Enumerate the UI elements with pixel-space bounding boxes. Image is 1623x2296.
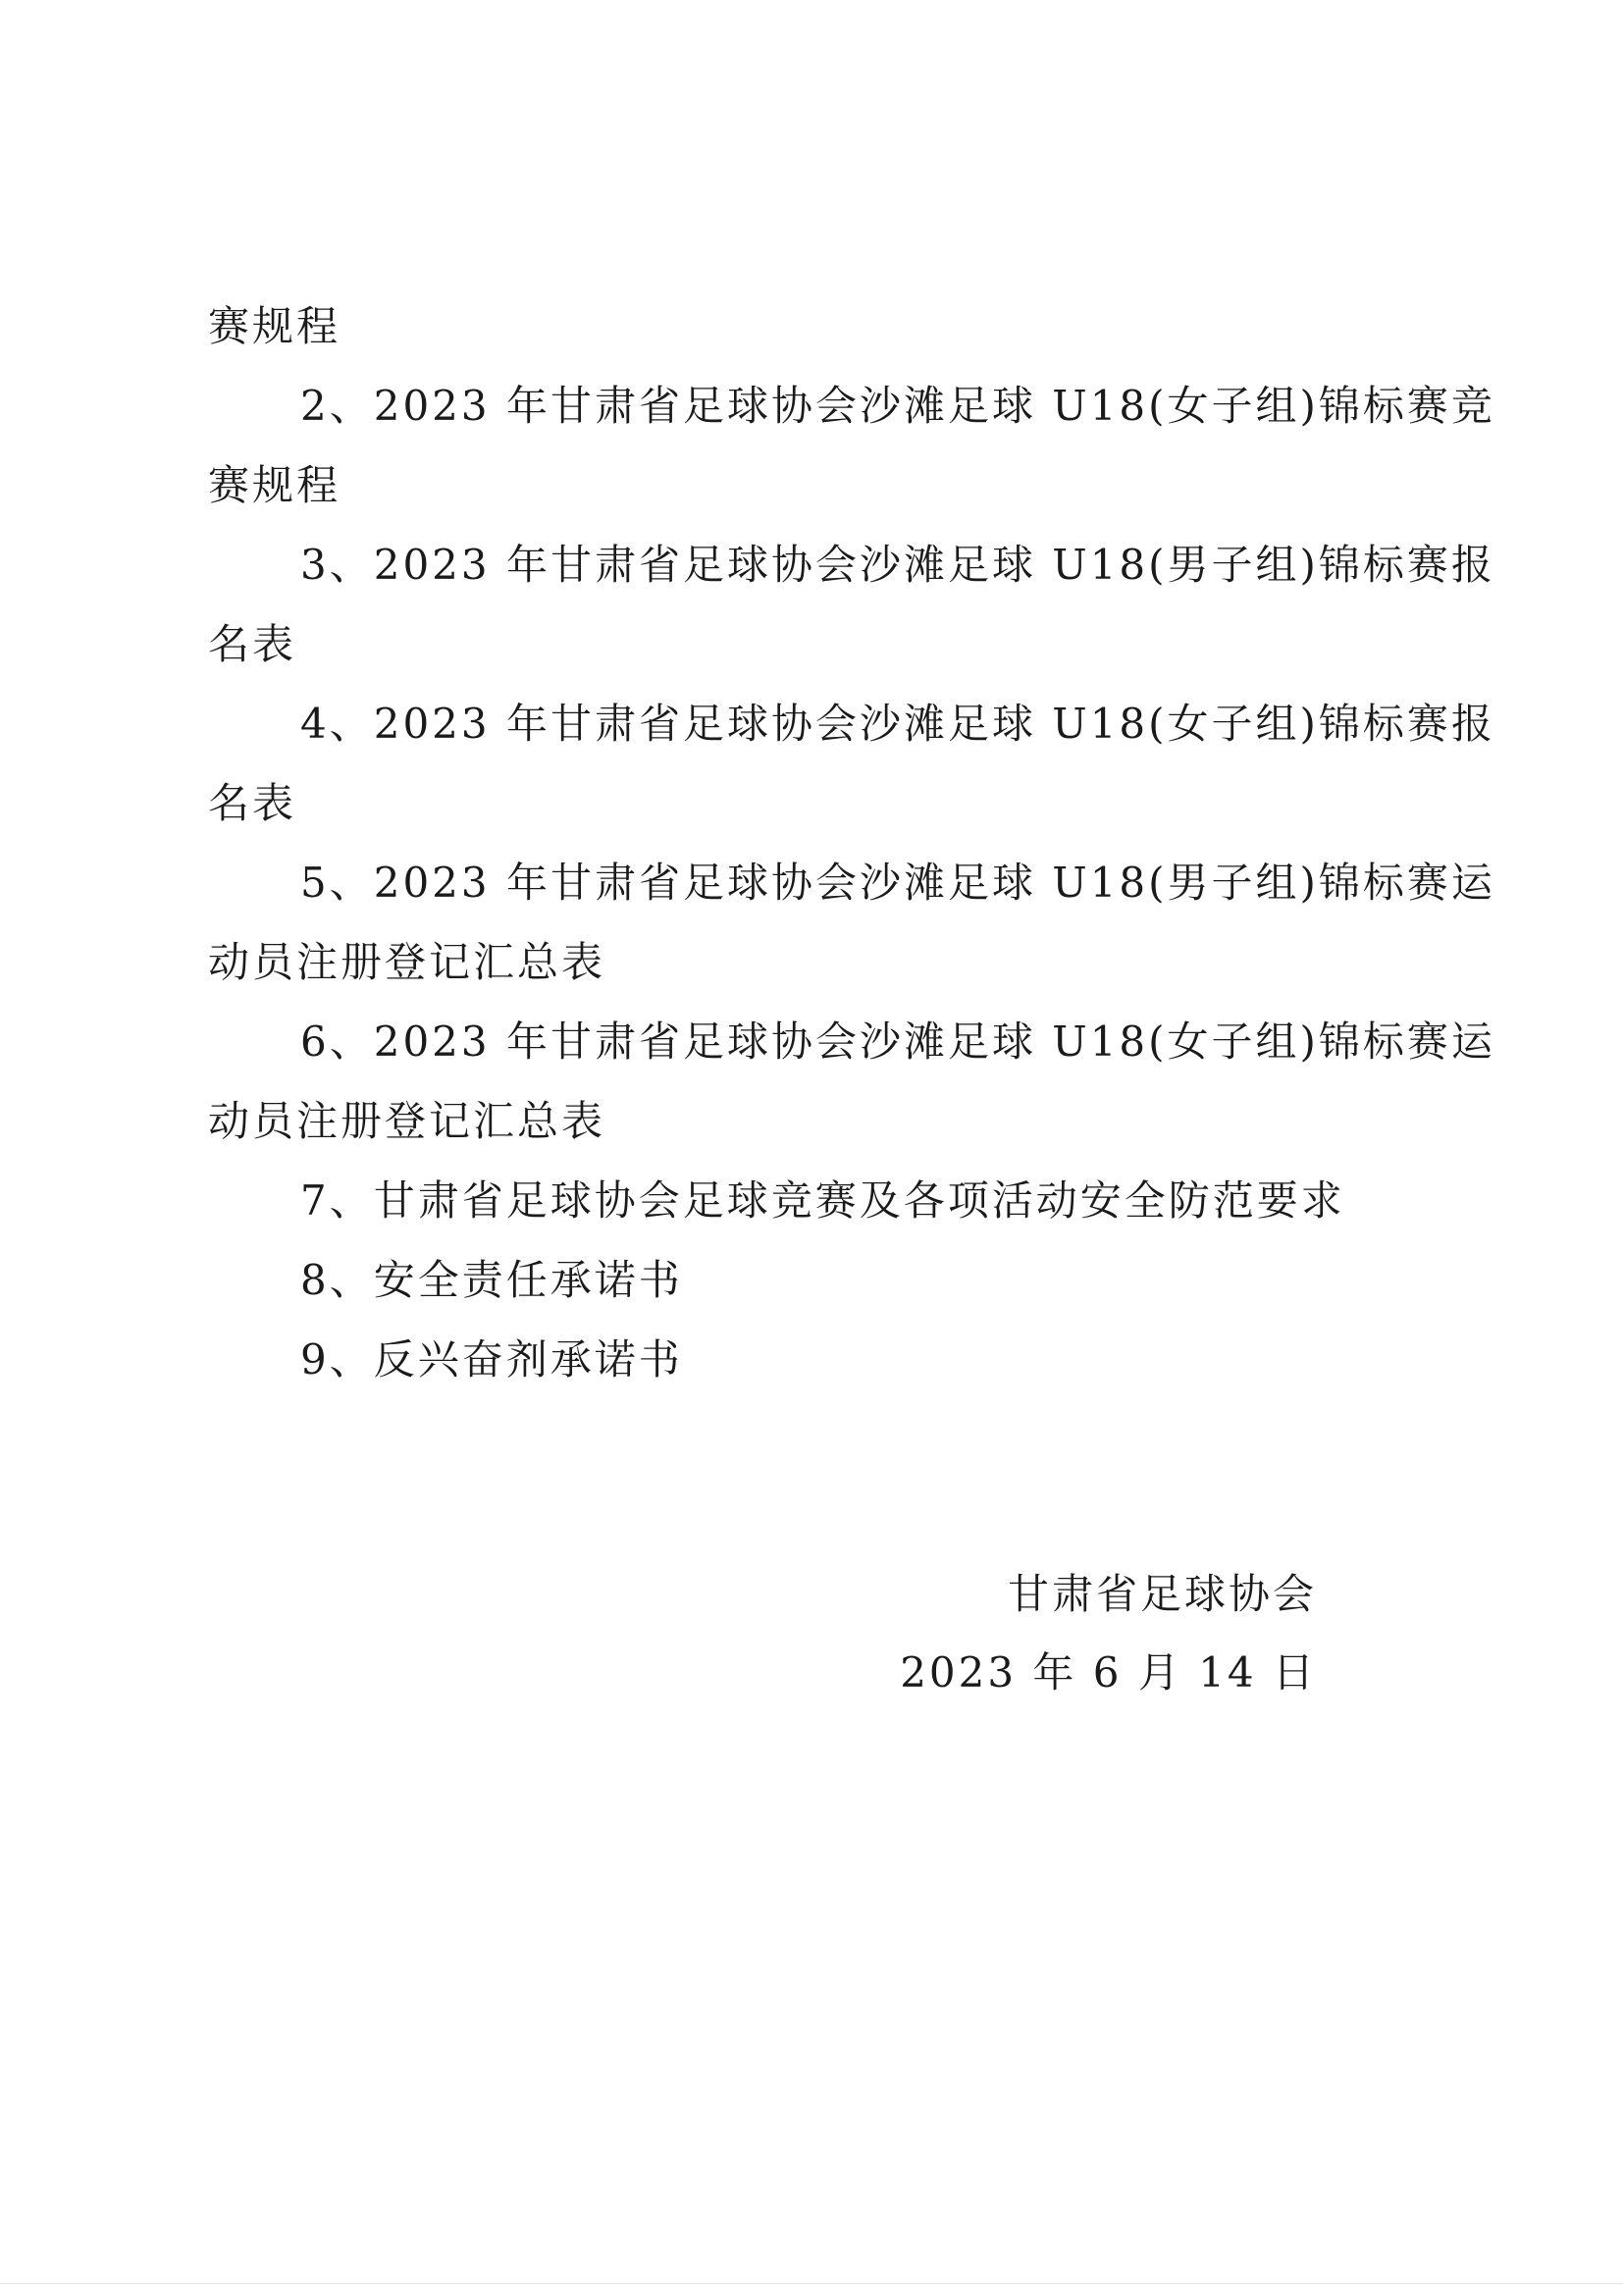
attachment-2-line-1: 2、2023 年甘肃省足球协会沙滩足球 U18(女子组)锦标赛竞 — [300, 382, 1495, 430]
attachment-6-line-1: 6、2023 年甘肃省足球协会沙滩足球 U18(女子组)锦标赛运 — [300, 1018, 1495, 1066]
signature-organization: 甘肃省足球协会 — [1007, 1570, 1317, 1618]
scan-edge-line — [0, 2283, 1623, 2284]
attachment-list — [208, 287, 1495, 1399]
signature-block — [900, 1555, 1317, 1712]
attachment-2-line-2: 赛规程 — [208, 461, 341, 509]
attachment-6-line-2: 动员注册登记汇总表 — [208, 1097, 606, 1145]
attachment-9: 9、反兴奋剂承诺书 — [300, 1335, 683, 1383]
attachment-5-line-1: 5、2023 年甘肃省足球协会沙滩足球 U18(男子组)锦标赛运 — [300, 859, 1495, 907]
attachment-4-line-2: 名表 — [208, 779, 297, 827]
attachment-1-continuation: 赛规程 — [208, 302, 341, 350]
attachment-3-line-1: 3、2023 年甘肃省足球协会沙滩足球 U18(男子组)锦标赛报 — [300, 541, 1495, 589]
signature-date: 2023 年 6 月 14 日 — [900, 1648, 1317, 1696]
attachment-8: 8、安全责任承诺书 — [300, 1256, 683, 1304]
attachment-4-line-1: 4、2023 年甘肃省足球协会沙滩足球 U18(女子组)锦标赛报 — [300, 700, 1495, 748]
attachment-7: 7、甘肃省足球协会足球竞赛及各项活动安全防范要求 — [300, 1176, 1345, 1225]
attachment-3-line-2: 名表 — [208, 620, 297, 668]
attachment-5-line-2: 动员注册登记汇总表 — [208, 938, 606, 986]
